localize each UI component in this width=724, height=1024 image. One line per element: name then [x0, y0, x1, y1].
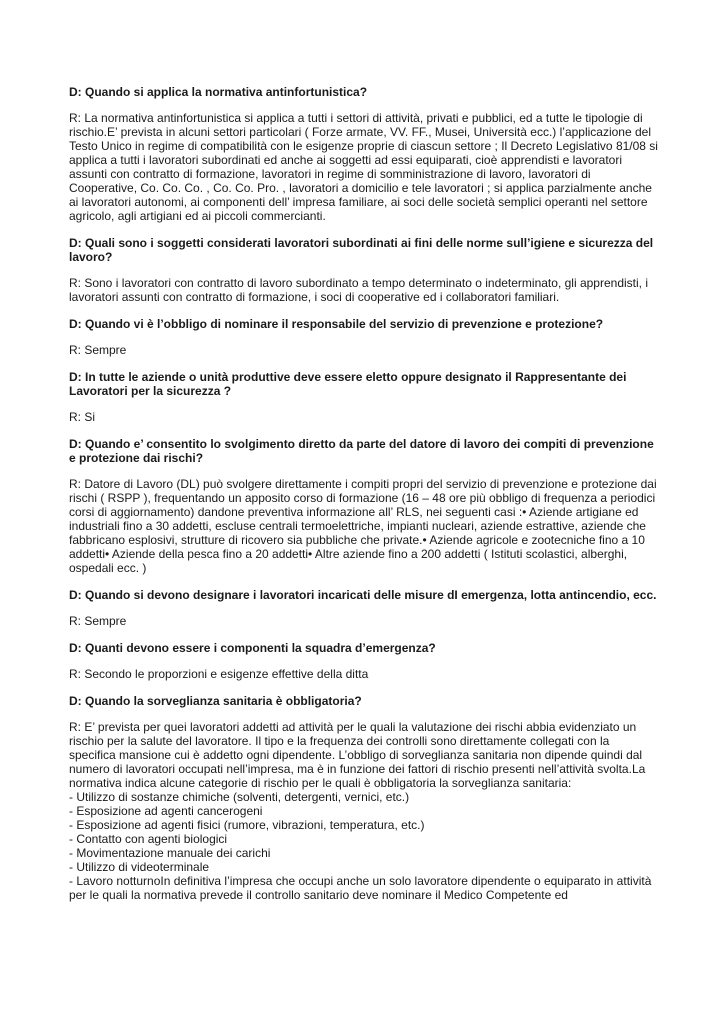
- answer-2: R: Sono i lavoratori con contratto di lavoro subordinato a tempo determinato o indeterminato, gli apprendisti, i lavoratori assunti con contratto di formazione, i soci di cooperative ed i collaboratori familiari.: [69, 276, 648, 304]
- answer-7: R: Secondo le proporzioni e esigenze effettive della ditta: [69, 667, 369, 681]
- list-item: - Utilizzo di videoterminale: [69, 860, 210, 874]
- answer-4: R: Si: [69, 410, 96, 424]
- question-5: D: Quando e’ consentito lo svolgimento diretto da parte del datore di lavoro dei compiti di prevenzione e protezione dai rischi?: [69, 437, 654, 465]
- question-1: D: Quando si applica la normativa antinfortunistica?: [69, 85, 368, 99]
- list-item: - Contatto con agenti biologici: [69, 832, 228, 846]
- document-page: [69, 85, 659, 902]
- answer-1: R: La normativa antinfortunistica si applica a tutti i settori di attività, privati e pubblici, ed a tutte le tipologie di rischio.E’ prevista in alcuni settori particolari ( Forze armate, VV. FF., Musei, Università ecc.) l’applicazione del Testo Unico in regime di compatibilità con le esigenze proprie di ciascun settore ; Il Decreto Legislativo 81/08 si applica a tutti i lavoratori subordinati ed anche ai soggetti ad essi equiparati, cioè apprendisti e lavoratori assunti con contratto di formazione, lavoratori in regime di somministrazione di lavoro, lavoratori di Cooperative, Co. Co. Co. , Co. Co. Pro. , lavoratori a domicilio e tele lavoratori ; si applica parzialmente anche ai lavoratori autonomi, ai componenti dell’ impresa familiare, ai soci delle società semplici operanti nel settore agricolo, agli artigiani ed ai piccoli commercianti.: [69, 111, 658, 223]
- question-6: D: Quando si devono designare i lavoratori incaricati delle misure dI emergenza, lotta antincendio, ecc.: [69, 588, 657, 602]
- answer-8-intro: R: E’ prevista per quei lavoratori addetti ad attività per le quali la valutazione dei rischi abbia evidenziato un rischio per la salute del lavoratore.: [69, 720, 637, 748]
- question-7: D: Quanti devono essere i componenti la squadra d’emergenza?: [69, 641, 436, 655]
- list-item: - Utilizzo di sostanze chimiche (solventi, detergenti, vernici, etc.): [69, 790, 410, 804]
- risk-category-list: [69, 790, 659, 902]
- question-3: D: Quando vi è l’obbligo di nominare il responsabile del servizio di prevenzione e protezione?: [69, 317, 604, 331]
- question-4: D: In tutte le aziende o unità produttive deve essere eletto oppure designato il Rappresentante dei Lavoratori per la sicurezza ?: [69, 370, 627, 398]
- list-item: - Esposizione ad agenti fisici (rumore, vibrazioni, temperatura, etc.): [69, 818, 425, 832]
- list-item: - Movimentazione manuale dei carichi: [69, 846, 271, 860]
- question-2: D: Quali sono i soggetti considerati lavoratori subordinati ai fini delle norme sull’igiene e sicurezza del lavoro?: [69, 236, 654, 264]
- list-item: - Esposizione ad agenti cancerogeni: [69, 804, 263, 818]
- question-8: D: Quando la sorveglianza sanitaria è obbligatoria?: [69, 694, 362, 708]
- list-item: - Lavoro notturnoIn definitiva l’impresa che occupi anche un solo lavoratore dipendente o equiparato in attività per le quali la normativa prevede il controllo sanitario deve nominare il Medico Competente ed: [69, 874, 652, 902]
- answer-3: R: Sempre: [69, 343, 127, 357]
- answer-6: R: Sempre: [69, 614, 127, 628]
- answer-8: [69, 720, 659, 902]
- answer-5: R: Datore di Lavoro (DL) può svolgere direttamente i compiti propri del servizio di prevenzione e protezione dai rischi ( RSPP ), frequentando un apposito corso di formazione (16 – 48 ore più obbligo di frequenza a periodici corsi di aggiornamento) dandone preventiva informazione all’ RLS, nei seguenti casi :• Aziende artigiane ed industriali fino a 30 addetti, escluse centrali termoelettriche, impianti nucleari, aziende estrattive, aziende che fabbricano esplosivi, strutture di ricovero sia pubbliche che private.• Aziende agricole e zootecniche fino a 10 addetti• Aziende della pesca fino a 20 addetti• Altre aziende fino a 200 addetti ( Istituti scolastici, alberghi, ospedali ecc. ): [69, 477, 657, 575]
- answer-8-continued: Il tipo e la frequenza dei controlli sono direttamente collegati con la specifica mansione cui è addetto ogni dipendente. L’obbligo di sorveglianza sanitaria non dipende quindi dal numero di lavoratori occupati nell’impresa, ma è in funzione dei fattori di rischio presenti nell’attività svolta.La normativa indica alcune categorie di rischio per le quali è obbligatoria la sorveglianza sanitaria:: [69, 734, 646, 790]
